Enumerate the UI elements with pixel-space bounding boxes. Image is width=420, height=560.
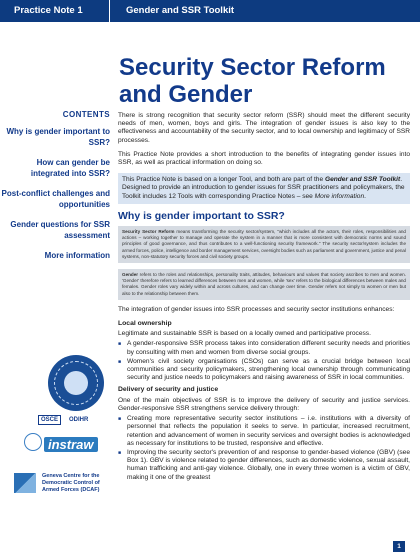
subheading-local-ownership: Local ownership [118, 320, 172, 328]
title-line-2: and Gender [119, 81, 253, 108]
gender-definition: refers to the roles and relationships, personality traits, attitudes, behaviours and values that society ascribes to men and women. 'Gender' therefore refers to learned differences between men and women, while 'sex' refers to the biological differences between males and females. Gender roles vary widely within and across cultures, and can change over time. Gender refers not simply to women or men but also to the relationship between them. [122, 272, 406, 296]
info-text-c: . Designed to provide an introduction to gender issues for SSR practitioners and policymakers, the Toolkit includes 12 Tools with corresponding Practice Notes – see [122, 176, 405, 200]
un-emblem-logo [48, 355, 104, 411]
osce-logo-text: OSCE [38, 415, 61, 425]
info-text-e: . [364, 192, 366, 200]
globe-icon [24, 433, 42, 451]
contents-item-assessment[interactable]: Gender questions for SSR assessment [10, 220, 110, 240]
delivery-list [118, 415, 410, 482]
contents-sidebar [0, 110, 110, 272]
dcaf-mark-icon [14, 473, 36, 493]
list-item: ■ Women's civil society organisations (CSOs) can serve as a crucial bridge between local communities and security policymakers, strengthening local ownership through communicating security and justice needs to policymakers and raising awareness of SSR in local communities. [118, 358, 410, 383]
toolkit-label: Gender and SSR Toolkit [126, 5, 235, 16]
title-line-1: Security Sector Reform [119, 54, 386, 81]
contents-item-post-conflict[interactable]: Post-conflict challenges and opportunities [1, 189, 110, 209]
instraw-logo: instraw [44, 437, 98, 452]
toolkit-info-box [118, 173, 410, 204]
osce-odihr-logo [38, 415, 88, 425]
odihr-logo-text: ODIHR [69, 417, 89, 423]
page-title [119, 54, 386, 108]
toolkit-name: Gender and SSR Toolkit [324, 176, 401, 184]
contents-item-why-gender[interactable]: Why is gender important to SSR? [6, 127, 110, 147]
local-ownership-text: Legitimate and sustainable SSR is based on a locally owned and participative process. [118, 330, 371, 338]
enhances-paragraph: The integration of gender issues into SSR processes and security sector institutions enhances: [118, 305, 395, 313]
gender-definition-box [118, 269, 410, 300]
dcaf-name: Geneva Centre for the Democratic Control of Armed Forces (DCAF) [42, 473, 100, 493]
subheading-delivery: Delivery of security and justice [118, 386, 219, 394]
info-text-a: This Practice Note is based on a longer Tool, and both are part of the [122, 176, 325, 184]
intro-paragraph-1: There is strong recognition that security sector reform (SSR) should meet the different security needs of men, women, boys and girls. The integration of gender issues is also key to the effectiveness and accountability of the security sector, and to local ownership and legitimacy of SSR processes. [118, 112, 410, 144]
list-item: ■ Creating more representative security sector institutions – i.e. institutions with a diversity of personnel that reflects the population it seeks to serve. In particular, increased recruitment, retention and advancement of women in security services and oversight bodies is acknowledged as necessary for institutions to be trusted, responsive and effective. [118, 415, 410, 448]
page-number: 1 [393, 541, 405, 552]
header-bar [0, 0, 420, 22]
ssr-definition-box [118, 226, 410, 263]
section-heading-why-gender: Why is gender important to SSR? [118, 209, 285, 222]
more-info-link[interactable]: More information [314, 192, 365, 200]
contents-item-more-info[interactable]: More information [44, 251, 110, 260]
intro-paragraph-2: This Practice Note provides a short introduction to the benefits of integrating gender issues into SSR, as well as practical information on doing so. [118, 150, 410, 167]
contents-item-how-integrate[interactable]: How can gender be integrated into SSR? [30, 158, 110, 178]
ssr-term: Security Sector Reform [122, 229, 175, 235]
list-item: ■ Improving the security sector's prevention of and response to gender-based violence (GBV) (see Box 1). GBV is violence related to gender differences, such as domestic violence, sexual assault, human trafficking and anti-gay violence. Globally, one in every three women is a victim of GBV, making it one of the greatest [118, 449, 410, 482]
practice-note-label: Practice Note 1 [0, 0, 110, 22]
dcaf-logo [14, 473, 106, 494]
contents-heading: CONTENTS [62, 110, 110, 119]
local-ownership-list [118, 340, 410, 382]
gender-term: Gender [122, 272, 139, 278]
ssr-definition: means transforming the security sector/system, "which includes all the actors, their roles, responsibilities and actions – working together to manage and operate the system in a manner that is more consistent with democratic norms and sound principles of good governance, and thus contributes to a well-functioning security framework." The security sector/system includes the armed forces, police, intelligence and border management services, oversight bodies such as parliament and government, justice and penal systems, non-statutory security forces and civil society groups. [122, 229, 406, 259]
main-content [118, 112, 410, 486]
list-item: ■ A gender-responsive SSR process takes into consideration different security needs and priorities by consulting with men and women from diverse social groups. [118, 340, 410, 356]
delivery-text: One of the main objectives of SSR is to improve the delivery of security and justice services. Gender-responsive SSR strengthens service delivery through: [118, 396, 410, 412]
